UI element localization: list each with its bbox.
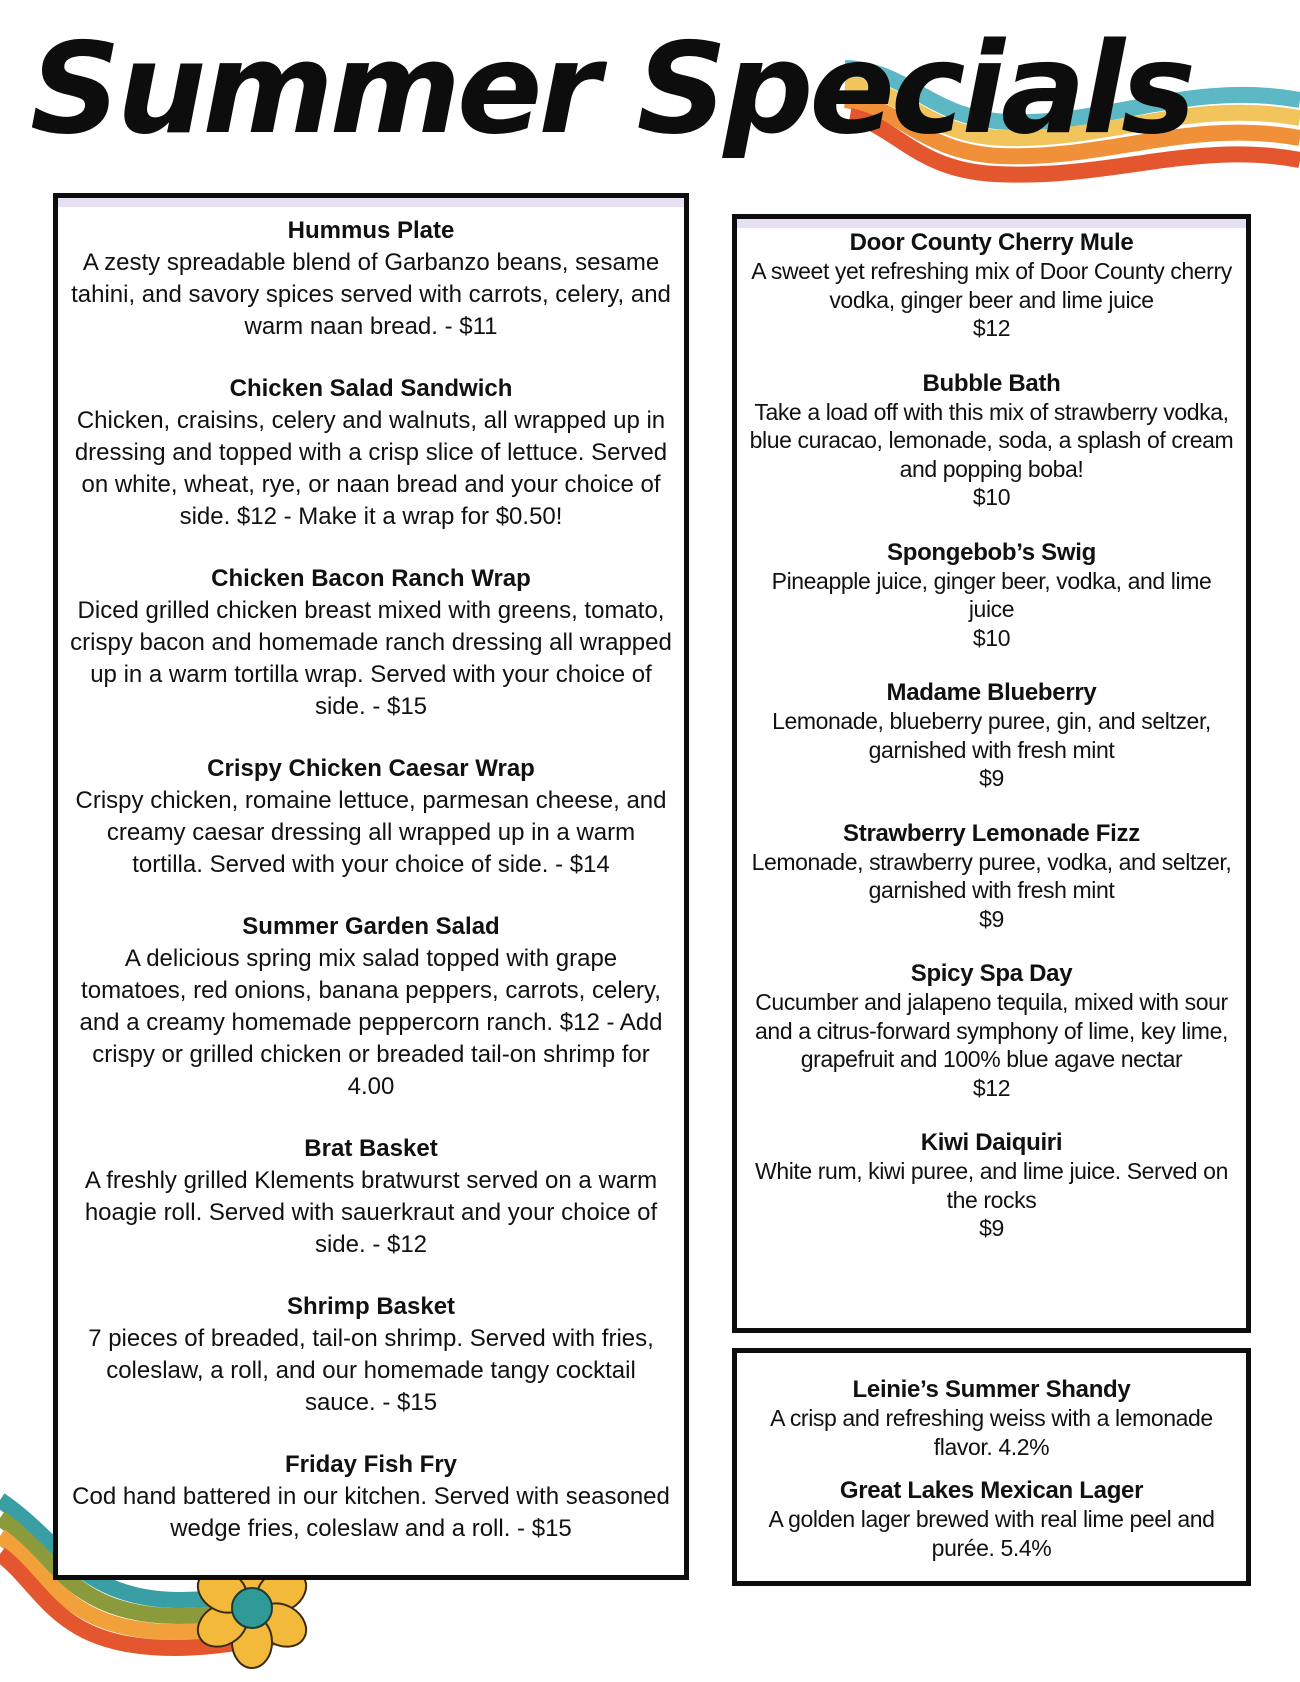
menu-item — [70, 1133, 672, 1261]
menu-item-price: $9 — [979, 1215, 1004, 1241]
menu-item — [70, 911, 672, 1103]
menu-item-name: Spongebob’s Swig — [887, 538, 1096, 566]
menu-item-name: Shrimp Basket — [286, 1293, 456, 1320]
menu-item — [70, 753, 672, 881]
menu-item-description: Pineapple juice, ginger beer, vodka, and lime juice — [771, 567, 1212, 622]
menu-item-name: Chicken Salad Sandwich — [229, 375, 513, 402]
menu-item — [749, 678, 1234, 793]
menu-item — [749, 1375, 1234, 1462]
menu-item-name: Crispy Chicken Caesar Wrap — [207, 755, 535, 782]
menu-item — [70, 1291, 672, 1419]
menu-item-description: A freshly grilled Klements bratwurst served on a warm hoagie roll. Served with sauerkraut and your choice of side. - $12 — [84, 1167, 658, 1258]
menu-item-name: Brat Basket — [304, 1135, 438, 1162]
panel-header-band — [58, 198, 684, 207]
menu-item-description: A golden lager brewed with real lime peel and purée. 5.4% — [768, 1506, 1215, 1561]
food-menu-panel — [53, 193, 689, 1580]
menu-item-name: Kiwi Daiquiri — [920, 1129, 1063, 1156]
menu-item-name: Strawberry Lemonade Fizz — [843, 819, 1140, 847]
menu-item-price: $10 — [972, 624, 1011, 651]
menu-item — [70, 215, 672, 343]
menu-item-description: Crispy chicken, romaine lettuce, parmesan cheese, and creamy caesar dressing all wrapped up in a warm tortilla. Served with your choice of side. - $14 — [75, 787, 667, 878]
menu-item-name: Summer Garden Salad — [242, 913, 500, 940]
menu-item-name: Great Lakes Mexican Lager — [839, 1477, 1144, 1504]
menu-item-description: Lemonade, strawberry puree, vodka, and seltzer, garnished with fresh mint — [751, 848, 1232, 903]
menu-item-price: $10 — [972, 484, 1011, 510]
menu-item-description: Lemonade, blueberry puree, gin, and seltzer, garnished with fresh mint — [772, 708, 1211, 763]
beer-menu-panel — [732, 1348, 1251, 1586]
menu-item-price: $12 — [972, 1074, 1011, 1101]
drinks-menu-panel — [732, 214, 1251, 1333]
menu-item-description: 7 pieces of breaded, tail-on shrimp. Served with fries, coleslaw, a roll, and our homemade tangy cocktail sauce. - $15 — [88, 1325, 654, 1416]
menu-item — [749, 1128, 1234, 1243]
menu-item — [70, 1449, 672, 1545]
menu-item — [749, 959, 1234, 1102]
menu-item-description: A zesty spreadable blend of Garbanzo beans, sesame tahini, and savory spices served with carrots, celery, and warm naan bread. - $11 — [71, 249, 671, 340]
menu-item-description: A sweet yet refreshing mix of Door County cherry vodka, ginger beer and lime juice — [751, 258, 1232, 313]
menu-item-name: Friday Fish Fry — [284, 1451, 458, 1478]
menu-item-description: A crisp and refreshing weiss with a lemonade flavor. 4.2% — [770, 1405, 1213, 1460]
page-title: Summer Specials — [30, 15, 1192, 162]
menu-item-name: Door County Cherry Mule — [849, 229, 1134, 256]
menu-item-name: Bubble Bath — [922, 369, 1061, 397]
beer-list — [737, 1353, 1246, 1563]
panel-header-band — [737, 219, 1246, 228]
menu-item-name: Chicken Bacon Ranch Wrap — [211, 565, 531, 592]
menu-item-name: Madame Blueberry — [886, 679, 1097, 706]
menu-item — [749, 228, 1234, 343]
menu-item-description: Diced grilled chicken breast mixed with greens, tomato, crispy bacon and homemade ranch dressing all wrapped up in a warm tortilla wrap. Served with your choice of side. - $15 — [70, 597, 672, 720]
food-list — [58, 207, 684, 1545]
menu-item-description: White rum, kiwi puree, and lime juice. Served on the rocks — [755, 1158, 1228, 1213]
menu-item — [749, 538, 1234, 653]
menu-item-description: A delicious spring mix salad topped with grape tomatoes, red onions, banana peppers, carrots, celery, and a creamy homemade peppercorn ranch. $12 - Add crispy or grilled chicken or breaded tail-on shrimp for 4.00 — [79, 945, 663, 1100]
menu-item-name: Leinie’s Summer Shandy — [852, 1376, 1131, 1403]
menu-item — [70, 563, 672, 723]
menu-item-price: $9 — [979, 905, 1004, 932]
menu-item — [70, 373, 672, 533]
menu-item-price: $9 — [979, 765, 1004, 791]
menu-item-description: Cod hand battered in our kitchen. Served with seasoned wedge fries, coleslaw and a roll. - $15 — [72, 1483, 670, 1542]
menu-item-description: Cucumber and jalapeno tequila, mixed with sour and a citrus-forward symphony of lime, key lime, grapefruit and 100% blue agave nectar — [755, 989, 1228, 1072]
menu-item-description: Chicken, craisins, celery and walnuts, all wrapped up in dressing and topped with a crisp slice of lettuce. Served on white, wheat, rye, or naan bread and your choice of side. $12 - Make it a wrap for $0.50! — [74, 407, 668, 530]
menu-item-name: Hummus Plate — [287, 217, 455, 244]
menu-item — [749, 819, 1234, 934]
menu-item — [749, 369, 1234, 512]
menu-item-name: Spicy Spa Day — [910, 960, 1073, 987]
drinks-list — [737, 228, 1246, 1243]
menu-item — [749, 1476, 1234, 1563]
menu-item-price: $12 — [972, 315, 1011, 341]
menu-item-description: Take a load off with this mix of strawberry vodka, blue curacao, lemonade, soda, a splash of cream and popping boba! — [749, 398, 1234, 482]
